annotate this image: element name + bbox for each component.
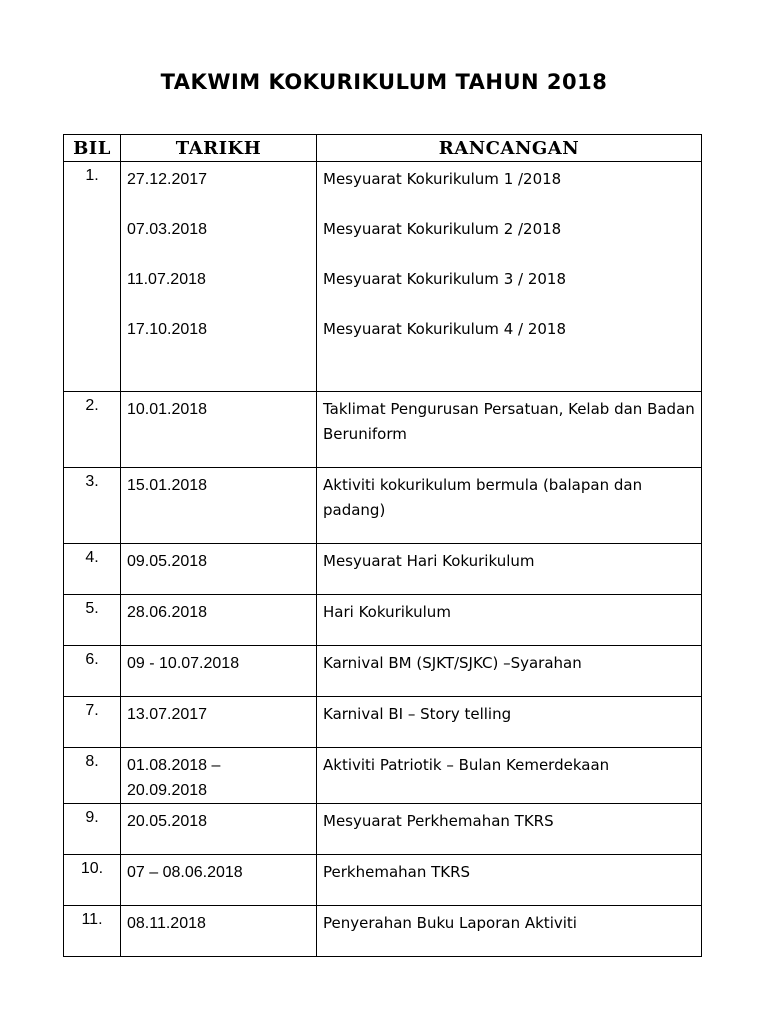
row-date: 10.01.2018 xyxy=(121,392,317,468)
table-header-row xyxy=(64,135,702,162)
row-number: 6. xyxy=(64,646,121,697)
row-number: 5. xyxy=(64,595,121,646)
table-row xyxy=(64,468,702,544)
row-plan: Karnival BI – Story telling xyxy=(317,697,702,748)
row-plans xyxy=(317,162,702,392)
header-rancangan: RANCANGAN xyxy=(317,135,702,162)
row-number: 10. xyxy=(64,855,121,906)
table-row xyxy=(64,595,702,646)
table-row xyxy=(64,162,702,392)
table-row xyxy=(64,855,702,906)
row-plan: Perkhemahan TKRS xyxy=(317,855,702,906)
row-number: 2. xyxy=(64,392,121,468)
row-plan: Mesyuarat Perkhemahan TKRS xyxy=(317,804,702,855)
row-date: 09.05.2018 xyxy=(121,544,317,595)
row-plan: Hari Kokurikulum xyxy=(317,595,702,646)
row-date: 20.05.2018 xyxy=(121,804,317,855)
row-date: 17.10.2018 xyxy=(127,321,208,338)
row-plan: Karnival BM (SJKT/SJKC) –Syarahan xyxy=(317,646,702,697)
page-title: TAKWIM KOKURIKULUM TAHUN 2018 xyxy=(160,70,608,94)
row-plan: Mesyuarat Kokurikulum 3 / 2018 xyxy=(323,270,566,288)
row-number: 11. xyxy=(64,906,121,957)
schedule-table xyxy=(63,134,702,957)
row-date: 11.07.2018 xyxy=(127,271,206,288)
row-date: 28.06.2018 xyxy=(121,595,317,646)
table-row xyxy=(64,748,702,804)
row-date: 27.12.2017 xyxy=(127,171,208,188)
row-date: 08.11.2018 xyxy=(121,906,317,957)
row-plan: Penyerahan Buku Laporan Aktiviti xyxy=(317,906,702,957)
row-plan: Aktiviti kokurikulum bermula (balapan dan padang) xyxy=(317,468,702,544)
table-row xyxy=(64,906,702,957)
row-plan: Mesyuarat Kokurikulum 4 / 2018 xyxy=(323,320,566,338)
row-plan: Mesyuarat Hari Kokurikulum xyxy=(317,544,702,595)
table-row xyxy=(64,646,702,697)
row-number: 3. xyxy=(64,468,121,544)
row-date: 15.01.2018 xyxy=(121,468,317,544)
row-number: 4. xyxy=(64,544,121,595)
row-date: 13.07.2017 xyxy=(121,697,317,748)
row-dates xyxy=(121,162,317,392)
header-bil: BIL xyxy=(64,135,121,162)
row-date: 01.08.2018 – 20.09.2018 xyxy=(121,748,317,804)
row-number: 1. xyxy=(64,162,121,392)
row-date: 07.03.2018 xyxy=(127,221,208,238)
row-plan: Taklimat Pengurusan Persatuan, Kelab dan Badan Beruniform xyxy=(317,392,702,468)
table-row xyxy=(64,544,702,595)
row-plan: Mesyuarat Kokurikulum 1 /2018 xyxy=(323,170,562,188)
row-date: 07 – 08.06.2018 xyxy=(121,855,317,906)
row-date: 09 - 10.07.2018 xyxy=(121,646,317,697)
table-row xyxy=(64,697,702,748)
table-row xyxy=(64,804,702,855)
row-number: 7. xyxy=(64,697,121,748)
row-plan: Aktiviti Patriotik – Bulan Kemerdekaan xyxy=(317,748,702,804)
row-number: 9. xyxy=(64,804,121,855)
header-tarikh: TARIKH xyxy=(121,135,317,162)
row-plan: Mesyuarat Kokurikulum 2 /2018 xyxy=(323,220,562,238)
table-row xyxy=(64,392,702,468)
row-number: 8. xyxy=(64,748,121,804)
